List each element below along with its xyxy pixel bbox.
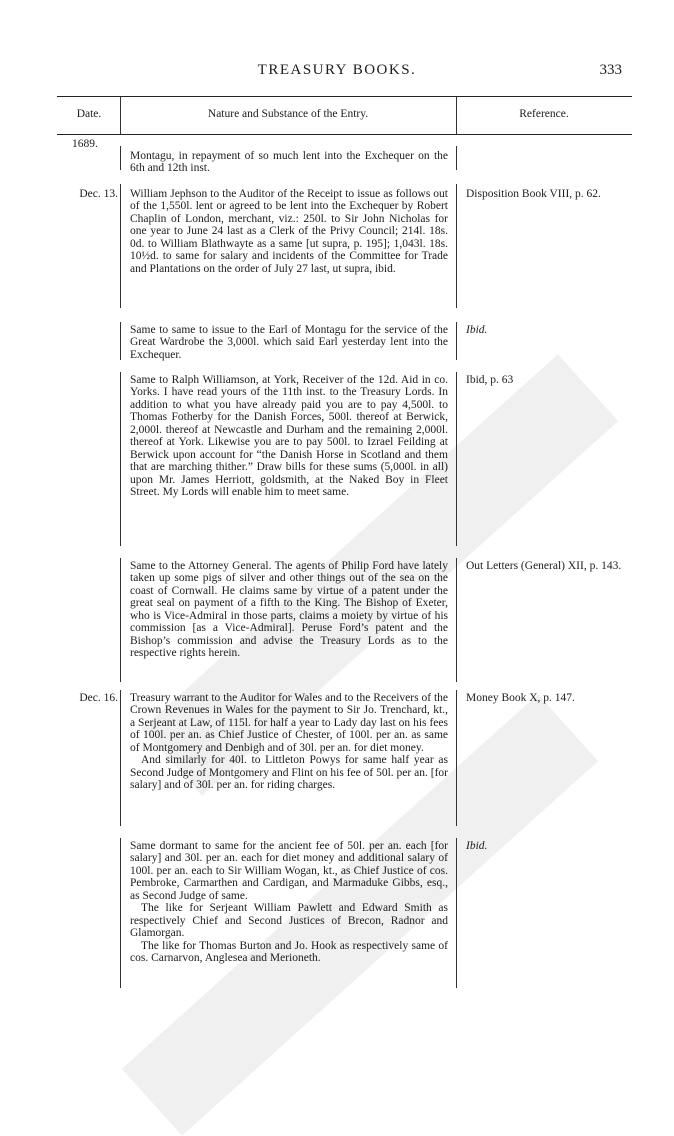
column-divider [120, 97, 121, 134]
reference-text: Ibid, p. 63 [466, 374, 514, 386]
entry-paragraph: Same to the Attorney General. The agents of Philip Ford have lately taken up some pigs of silver and other things out of the sea on the coast of Cornwall. He claims same by virtue of a patent under the great seal on payment of a fifth to the King. The Bishop of Exeter, who is Vice-Admiral in those parts, claims a moiety by virtue of his commission [as a Vice-Admiral]. Peruse Ford’s patent and the Bishop’s commission and advise the Treasury Lords as to the respective rights herein. [130, 560, 448, 660]
column-divider [456, 97, 457, 134]
column-divider [120, 184, 121, 308]
page-number: 333 [599, 62, 622, 78]
entry-paragraph: The like for Thomas Burton and Jo. Hook as respectively same of cos. Carnarvon, Anglesea and Merioneth. [130, 939, 448, 965]
entry-reference [466, 374, 622, 386]
year-label: 1689. [72, 138, 98, 150]
entry-text [130, 692, 448, 792]
entry-paragraph: Same to Ralph Williamson, at York, Receiver of the 12d. Aid in co. Yorks. I have read yours of the 11th inst. to the Treasury Lords. In addition to what you have already paid you are to pay 4,500l. to Thomas Fotherby for the Danish Forces, 500l. thereof at Berwick, 2,000l. thereof at Newcastle and Durham and the remaining 2,000l. thereof at York. Likewise you are to pay 500l. to Izrael Feilding at Berwick upon account for “the Danish Horse in Scotland and them that are marching thither.” Draw bills for these sums (5,000l. in all) upon Mr. James Herriott, goldsmith, at the Naked Boy in Fleet Street. My Lords will enable him to meet same. [130, 374, 448, 499]
column-divider [120, 558, 121, 682]
column-divider [456, 322, 457, 360]
column-divider [456, 838, 457, 988]
column-divider [456, 690, 457, 826]
column-divider [456, 558, 457, 682]
column-divider [120, 838, 121, 988]
column-header-reference: Reference. [519, 108, 569, 120]
reference-text: Money Book X, p. 147. [466, 692, 575, 704]
entry-reference [466, 324, 622, 336]
reference-text: Disposition Book VIII, p. 62. [466, 188, 601, 200]
entry-paragraph: Treasury warrant to the Auditor for Wales and to the Receivers of the Crown Revenues in Wales for the payment to Sir Jo. Trenchard, kt., a Serjeant at Law, of 115l. for half a year to Lady day last on his fees of 100l. per an. as Chief Justice of Chester, of 100l. per an. as same of Montgomery and Denbigh and of 30l. per an. for diet money. [130, 692, 448, 754]
entry-reference [466, 692, 622, 704]
table-header-rule [57, 134, 632, 135]
entry-text [130, 324, 448, 361]
entry-text [130, 840, 448, 965]
entry-text [130, 374, 448, 499]
entry-text [130, 150, 448, 175]
reference-text: Ibid. [466, 324, 488, 336]
column-header-nature: Nature and Substance of the Entry. [207, 108, 369, 120]
column-divider [120, 322, 121, 360]
entry-paragraph: Montagu, in repayment of so much lent into the Exchequer on the 6th and 12th inst. [130, 150, 448, 175]
column-divider [120, 146, 121, 170]
entry-paragraph: The like for Serjeant William Pawlett and Edward Smith as respectively Chief and Second Justices of Brecon, Radnor and Glamorgan. [130, 902, 448, 940]
entry-paragraph: And similarly for 40l. to Littleton Powys for same half year as Second Judge of Montgomery and Flint on his fee of 50l. per an. [for salary] and of 30l. per an. for riding charges. [130, 754, 448, 792]
running-head [0, 62, 674, 84]
entry-reference [466, 188, 622, 200]
reference-text: Out Letters (General) XII, p. 143. [466, 560, 622, 572]
reference-text: Ibid. [466, 840, 488, 852]
column-divider [120, 690, 121, 826]
running-title: TREASURY BOOKS. [257, 62, 417, 78]
entry-date: Dec. 16. [79, 692, 118, 704]
entry-reference [466, 840, 622, 852]
entry-paragraph: Same to same to issue to the Earl of Montagu for the service of the Great Wardrobe the 3,000l. which said Earl yesterday lent into the Exchequer. [130, 324, 448, 361]
column-divider [456, 372, 457, 546]
entry-text [130, 188, 448, 275]
entry-paragraph: Same dormant to same for the ancient fee of 50l. per an. each [for salary] and 30l. per an. each for diet money and additional salary of 100l. per an. each to Sir William Wogan, kt., as Chief Justice of cos. Pembroke, Carmarthen and Cardigan, and Marmaduke Gibbs, esq., as Second Judge of same. [130, 840, 448, 902]
entry-text [130, 560, 448, 660]
column-header-date: Date. [76, 108, 102, 120]
entry-date: Dec. 13. [79, 188, 118, 200]
table-top-rule [57, 96, 632, 97]
column-divider [456, 184, 457, 308]
column-divider [120, 372, 121, 546]
entry-paragraph: William Jephson to the Auditor of the Receipt to issue as follows out of the 1,550l. lent or agreed to be lent into the Exchequer by Robert Chaplin of London, merchant, viz.: 250l. to Sir John Nicholas for one year to June 24 last as a Clerk of the Privy Council; 214l. 18s. 0d. to William Blathwayte as a same [ut supra, p. 195]; 1,043l. 18s. 10½d. to same for salary and incidents of the Committee for Trade and Plantations on the order of July 27 last, ut supra, ibid. [130, 188, 448, 275]
column-divider [456, 146, 457, 170]
entry-reference [466, 560, 622, 572]
